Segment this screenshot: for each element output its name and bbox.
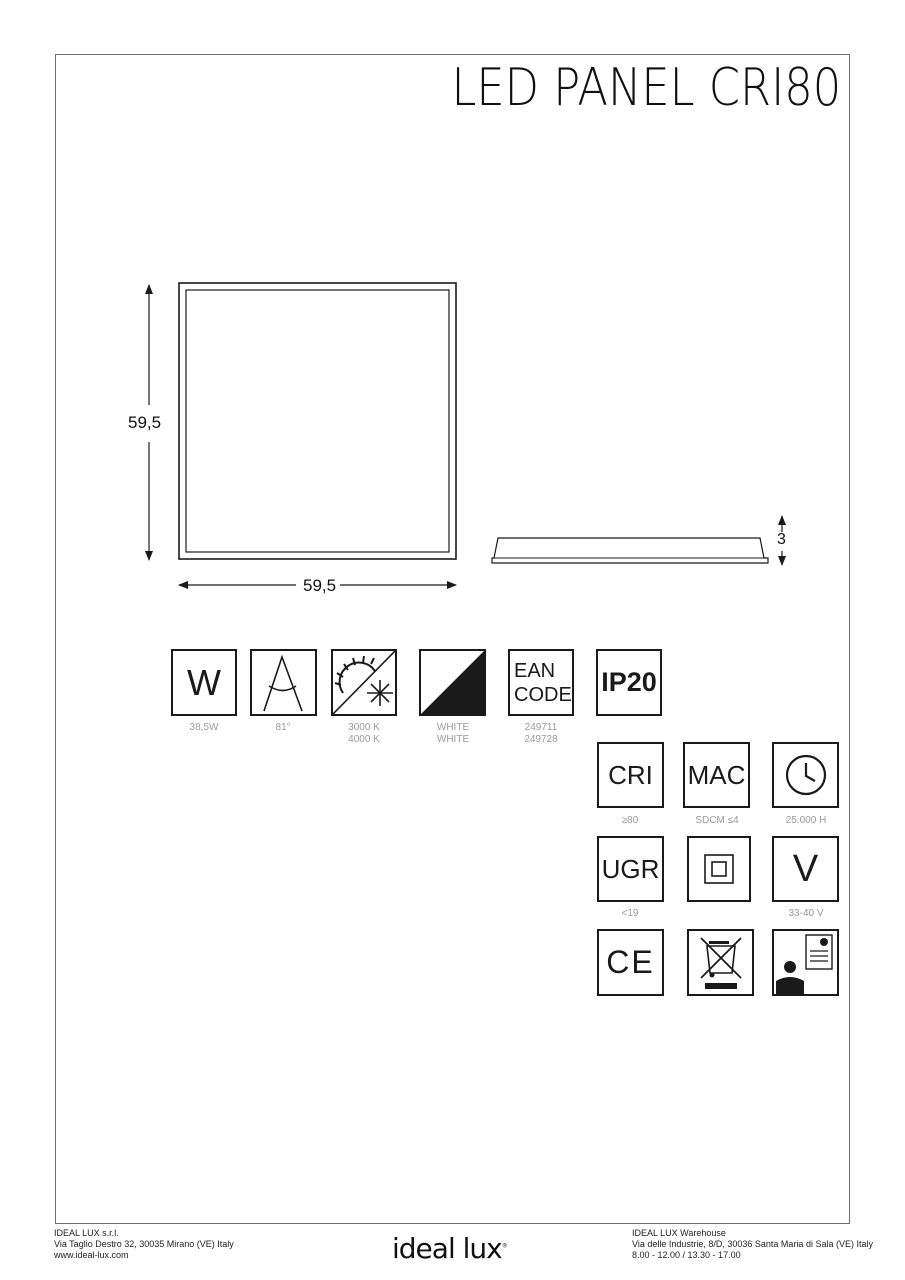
wattage-caption: 38,5W bbox=[189, 722, 219, 733]
voltage-icon: V bbox=[772, 836, 839, 902]
class-two-insulation-icon bbox=[687, 836, 751, 902]
ugr-caption: <19 bbox=[621, 908, 639, 919]
lifetime-clock-icon bbox=[772, 742, 839, 808]
width-dimension-label: 59,5 bbox=[303, 576, 337, 595]
beam-angle-caption: 81° bbox=[275, 722, 291, 733]
mac-icon: MAC bbox=[683, 742, 750, 808]
panel-outer-outline bbox=[179, 283, 456, 559]
beam-angle-icon bbox=[250, 649, 317, 716]
voltage-caption: 33-40 V bbox=[788, 908, 824, 919]
color-temperature-icon bbox=[331, 649, 397, 716]
installer-certificate-icon bbox=[772, 929, 839, 996]
height-dimension-label: 59,5 bbox=[128, 413, 162, 432]
ideal-lux-logo: ideal lux® bbox=[392, 1232, 507, 1265]
color-temperature-caption: 3000 K 4000 K bbox=[348, 722, 380, 745]
ean-code-caption: 249711 249728 bbox=[524, 722, 558, 745]
finish-color-caption: WHITE WHITE bbox=[436, 722, 470, 745]
ugr-icon: UGR bbox=[597, 836, 664, 902]
weee-bin-icon bbox=[687, 929, 754, 996]
finish-color-icon bbox=[419, 649, 486, 716]
depth-dimension-label: 3 bbox=[777, 531, 786, 548]
ce-mark-icon: CE bbox=[597, 929, 664, 996]
mac-caption: SDCM ≤4 bbox=[695, 815, 739, 826]
lifetime-caption: 25.000 H bbox=[785, 815, 827, 826]
cri-icon: CRI bbox=[597, 742, 664, 808]
ean-code-icon: EAN CODE bbox=[508, 649, 574, 716]
page-title: LED PANEL CRI80 bbox=[451, 58, 841, 118]
wattage-icon: W bbox=[171, 649, 237, 716]
ip-rating-icon: IP20 bbox=[596, 649, 662, 716]
cri-caption: ≥80 bbox=[621, 815, 639, 826]
footer-warehouse-info: IDEAL LUX Warehouse Via delle Industrie, 8/D, 30036 Santa Maria di Sala (VE) Italy 8.00 - 12.00 / 13.30 - 17.00 bbox=[632, 1228, 873, 1260]
panel-inner-outline bbox=[186, 290, 449, 552]
panel-side-view bbox=[492, 538, 768, 563]
footer-company-info: IDEAL LUX s.r.l. Via Taglio Destro 32, 30035 Mirano (VE) Italy www.ideal-lux.com bbox=[54, 1228, 234, 1260]
